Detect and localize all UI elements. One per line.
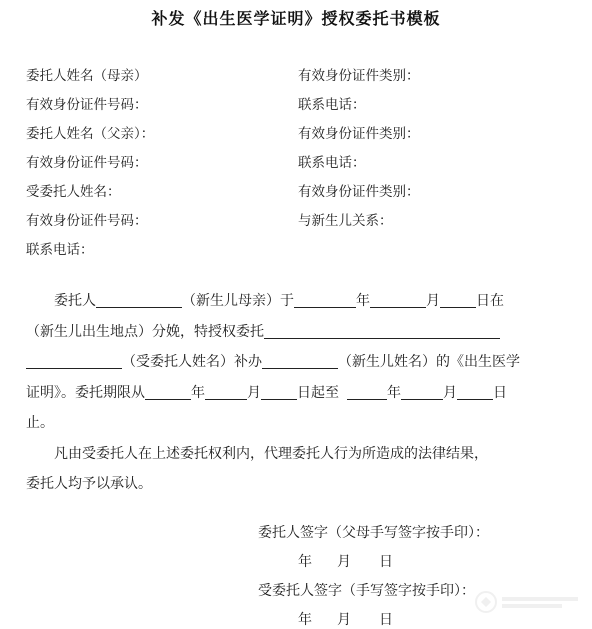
mother-phone-label: 联系电话： [298,97,366,113]
agent-id-type-label: 有效身份证件类别： [298,184,420,200]
end-month-blank[interactable] [401,383,443,400]
agent-note-text: （受委托人姓名）补办 [122,354,262,370]
body-line-6 [26,439,566,470]
birth-year-blank[interactable] [294,291,356,308]
day-text: 日起至 [297,384,339,401]
body-line-4 [26,378,566,409]
father-id-type-label: 有效身份证件类别： [298,126,420,142]
watermark-logo [474,589,584,615]
agent-signature-label: 受委托人签字（手写签字按手印）： [258,583,475,599]
body-line-3 [26,347,566,378]
agent-relation-label: 与新生儿关系： [298,213,393,229]
body-line-2 [26,317,566,348]
month-text: 月 [426,293,440,309]
mother-note-text: （新生儿母亲）于 [182,293,294,309]
legal-clause-text: 凡由受委托人在上述委托权利内，代理委托人行为所造成的法律结果， [54,445,488,462]
month-text: 月 [247,384,261,401]
body-line-7 [26,469,566,500]
principal-signature-label: 委托人签字（父母手写签字按手印）： [258,525,489,541]
mother-name-blank[interactable] [96,291,182,308]
info-row [26,122,586,151]
party-info-fields [26,64,586,267]
agent-day-text: 日 [379,612,393,628]
mother-name-label: 委托人姓名（母亲） [26,68,148,84]
start-year-blank[interactable] [145,383,191,400]
agent-name-blank[interactable] [26,352,122,369]
info-row [26,180,586,209]
birthplace-text: （新生儿出生地点）分娩，特授权委托 [26,323,264,340]
end-day-blank[interactable] [457,383,493,400]
day-text: 日 [493,384,507,401]
agent-name-label: 受委托人姓名： [26,184,121,200]
info-row [26,209,586,238]
body-line-1 [26,286,566,317]
end-year-blank[interactable] [347,383,387,400]
principal-year-text: 年 [298,554,312,570]
birth-day-blank[interactable] [440,291,476,308]
father-id-number-label: 有效身份证件号码： [26,155,148,171]
info-row [26,151,586,180]
start-day-blank[interactable] [261,383,297,400]
info-row [26,64,586,93]
document-title: 补发《出生医学证明》授权委托书模板 [151,9,441,28]
period-text: 证明》。委托期限从 [26,384,145,401]
principal-text: 委托人 [54,293,96,309]
day-text: 日在 [476,293,504,309]
agent-year-text: 年 [298,612,312,628]
newborn-note-text: （新生儿姓名）的《出生医学 [338,354,520,370]
principal-day-text: 日 [379,554,393,570]
month-text: 月 [443,384,457,401]
newborn-name-blank[interactable] [262,352,338,369]
agent-blank[interactable] [264,322,500,339]
father-phone-label: 联系电话： [298,155,366,171]
acknowledgement-text: 委托人均予以承认。 [26,476,152,492]
body-line-5 [26,408,566,439]
mother-id-number-label: 有效身份证件号码： [26,97,148,113]
year-text: 年 [356,293,370,309]
year-text: 年 [387,384,401,401]
agent-phone-label: 联系电话： [26,242,94,258]
start-month-blank[interactable] [205,383,247,400]
info-row [26,93,586,122]
year-text: 年 [191,384,205,401]
agent-id-number-label: 有效身份证件号码： [26,213,148,229]
agent-month-text: 月 [337,612,351,628]
info-row [26,238,586,267]
birth-month-blank[interactable] [370,291,426,308]
principal-month-text: 月 [337,554,351,570]
father-name-label: 委托人姓名（父亲）： [26,126,155,142]
end-text: 止。 [26,415,54,431]
mother-id-type-label: 有效身份证件类别： [298,68,420,84]
authorization-body [26,286,566,500]
